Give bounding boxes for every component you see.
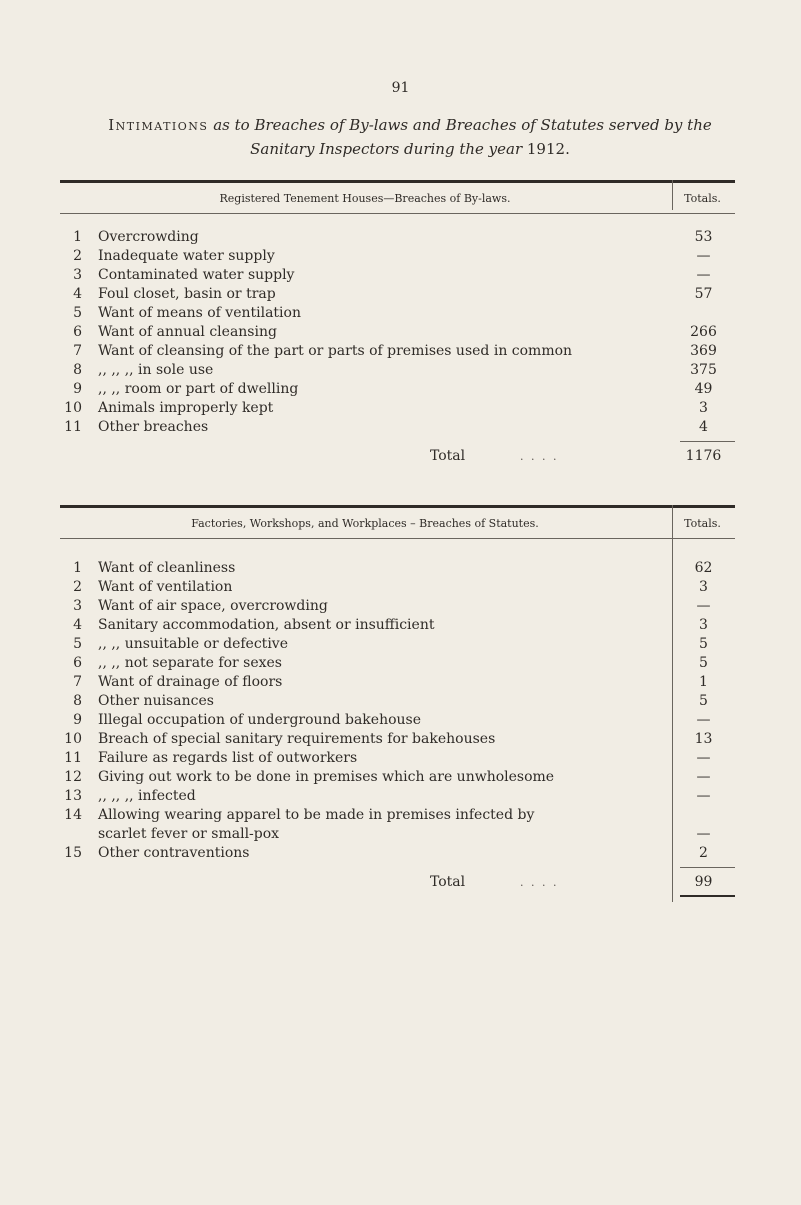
row-number: 8 (73, 362, 82, 378)
column-header-totals: Totals. (684, 517, 721, 530)
table-row (60, 323, 735, 342)
row-total: — (696, 248, 711, 264)
table-row (60, 825, 735, 844)
table-row (60, 418, 735, 437)
row-description: Want of drainage of floors (98, 674, 283, 690)
total-row (60, 873, 735, 892)
table-row (60, 692, 735, 711)
row-description: ,, ,, unsuitable or defective (98, 636, 288, 652)
table-row (60, 578, 735, 597)
row-description: Contaminated water supply (98, 267, 295, 283)
column-header-breaches: Factories, Workshops, and Workplaces – Breaches of Statutes. (191, 517, 539, 530)
row-description: ,, ,, ,, infected (98, 788, 196, 804)
row-number: 3 (73, 598, 82, 614)
row-number: 2 (73, 579, 82, 595)
row-number: 11 (64, 750, 82, 766)
table-row (60, 285, 735, 304)
row-number: 15 (64, 845, 82, 861)
row-total: 2 (699, 845, 708, 861)
total-underline (680, 895, 735, 897)
row-number: 13 (64, 788, 82, 804)
row-number: 1 (73, 560, 82, 576)
row-description: Other contraventions (98, 845, 250, 861)
row-total: — (696, 598, 711, 614)
row-description: Want of means of ventilation (98, 305, 301, 321)
table-row (60, 304, 735, 323)
row-description: Giving out work to be done in premises which are unwholesome (98, 769, 555, 785)
table-row (60, 342, 735, 361)
total-row (60, 447, 735, 466)
row-description: Want of cleanliness (98, 560, 236, 576)
total-label: Total (430, 874, 466, 890)
table-row (60, 266, 735, 285)
row-total: — (696, 267, 711, 283)
row-total: 62 (694, 560, 713, 576)
row-total: — (696, 712, 711, 728)
by-laws-table (60, 180, 735, 466)
row-number: 1 (73, 229, 82, 245)
row-description: Other nuisances (98, 693, 214, 709)
row-description: Illegal occupation of underground bakehouse (98, 712, 422, 728)
row-description: Sanitary accommodation, absent or insufficient (98, 617, 435, 633)
page-number: 91 (391, 80, 410, 96)
table-body (60, 214, 735, 437)
row-number: 5 (73, 305, 82, 321)
row-total: 3 (699, 400, 708, 416)
table-row (60, 399, 735, 418)
table-row (60, 597, 735, 616)
row-number: 10 (64, 731, 82, 747)
row-number: 4 (73, 286, 82, 302)
table-row (60, 247, 735, 266)
row-description: Animals improperly kept (98, 400, 274, 416)
row-number: 7 (73, 674, 82, 690)
row-description: Want of annual cleansing (98, 324, 277, 340)
row-description: Allowing wearing apparel to be made in premises infected by (98, 807, 535, 823)
table-row (60, 730, 735, 749)
table-row (60, 806, 735, 825)
row-number: 7 (73, 343, 82, 359)
row-number: 14 (64, 807, 82, 823)
table-row (60, 768, 735, 787)
row-description: scarlet fever or small-pox (98, 826, 280, 842)
row-number: 2 (73, 248, 82, 264)
table-row (60, 711, 735, 730)
row-description: Breach of special sanitary requirements for bakehouses (98, 731, 496, 747)
row-total: — (696, 750, 711, 766)
total-value: 99 (694, 874, 713, 890)
total-value: 1176 (685, 448, 722, 464)
statutes-table (60, 505, 735, 898)
row-number: 4 (73, 617, 82, 633)
title-year: 1912. (526, 140, 570, 158)
total-label: Total (430, 448, 466, 464)
row-number: 9 (73, 712, 82, 728)
row-total: — (696, 788, 711, 804)
column-header-totals: Totals. (684, 192, 721, 205)
table-row (60, 616, 735, 635)
row-total: 53 (694, 229, 713, 245)
table-header (60, 183, 735, 213)
row-total: 1 (699, 674, 708, 690)
title-caps: Intimations (108, 116, 209, 134)
row-number: 6 (73, 655, 82, 671)
row-description: Want of cleansing of the part or parts of premises used in common (98, 343, 573, 359)
row-total: 3 (699, 617, 708, 633)
title-line1: as to Breaches of By-laws and Breaches of Statutes served by the (208, 116, 712, 134)
row-number: 3 (73, 267, 82, 283)
total-rule (680, 441, 735, 442)
table-header (60, 508, 735, 538)
leader-dots: . . . . (520, 450, 559, 463)
row-description: ,, ,, ,, in sole use (98, 362, 214, 378)
row-total: 266 (690, 324, 717, 340)
row-number: 5 (73, 636, 82, 652)
row-description: Overcrowding (98, 229, 199, 245)
row-description: Inadequate water supply (98, 248, 275, 264)
table-row (60, 380, 735, 399)
row-number: 10 (64, 400, 82, 416)
title-line2: Sanitary Inspectors during the year (250, 140, 527, 158)
table-row (60, 559, 735, 578)
row-total: 57 (694, 286, 713, 302)
table-body (60, 539, 735, 863)
table-row (60, 749, 735, 768)
table-row (60, 635, 735, 654)
row-number: 9 (73, 381, 82, 397)
row-total: — (696, 826, 711, 842)
table-row (60, 228, 735, 247)
table-row (60, 673, 735, 692)
page-title (60, 113, 760, 161)
row-description: Other breaches (98, 419, 209, 435)
row-description: ,, ,, not separate for sexes (98, 655, 282, 671)
row-description: Failure as regards list of outworkers (98, 750, 358, 766)
row-description: Foul closet, basin or trap (98, 286, 276, 302)
row-total: 5 (699, 636, 708, 652)
row-number: 6 (73, 324, 82, 340)
table-row (60, 787, 735, 806)
table-row (60, 361, 735, 380)
row-total: 13 (694, 731, 713, 747)
table-row (60, 654, 735, 673)
table-row (60, 844, 735, 863)
row-description: Want of air space, overcrowding (98, 598, 328, 614)
row-description: Want of ventilation (98, 579, 233, 595)
leader-dots: . . . . (520, 876, 559, 889)
row-total: 49 (694, 381, 713, 397)
row-number: 11 (64, 419, 82, 435)
row-number: 12 (64, 769, 82, 785)
row-description: ,, ,, room or part of dwelling (98, 381, 299, 397)
column-divider (672, 180, 673, 210)
row-number: 8 (73, 693, 82, 709)
row-total: 5 (699, 655, 708, 671)
row-total: 4 (699, 419, 708, 435)
row-total: 3 (699, 579, 708, 595)
row-total: 5 (699, 693, 708, 709)
row-total: 369 (690, 343, 717, 359)
row-total: — (696, 769, 711, 785)
total-rule (680, 867, 735, 868)
column-header-breaches: Registered Tenement Houses—Breaches of By-laws. (219, 192, 511, 205)
row-total: 375 (690, 362, 717, 378)
